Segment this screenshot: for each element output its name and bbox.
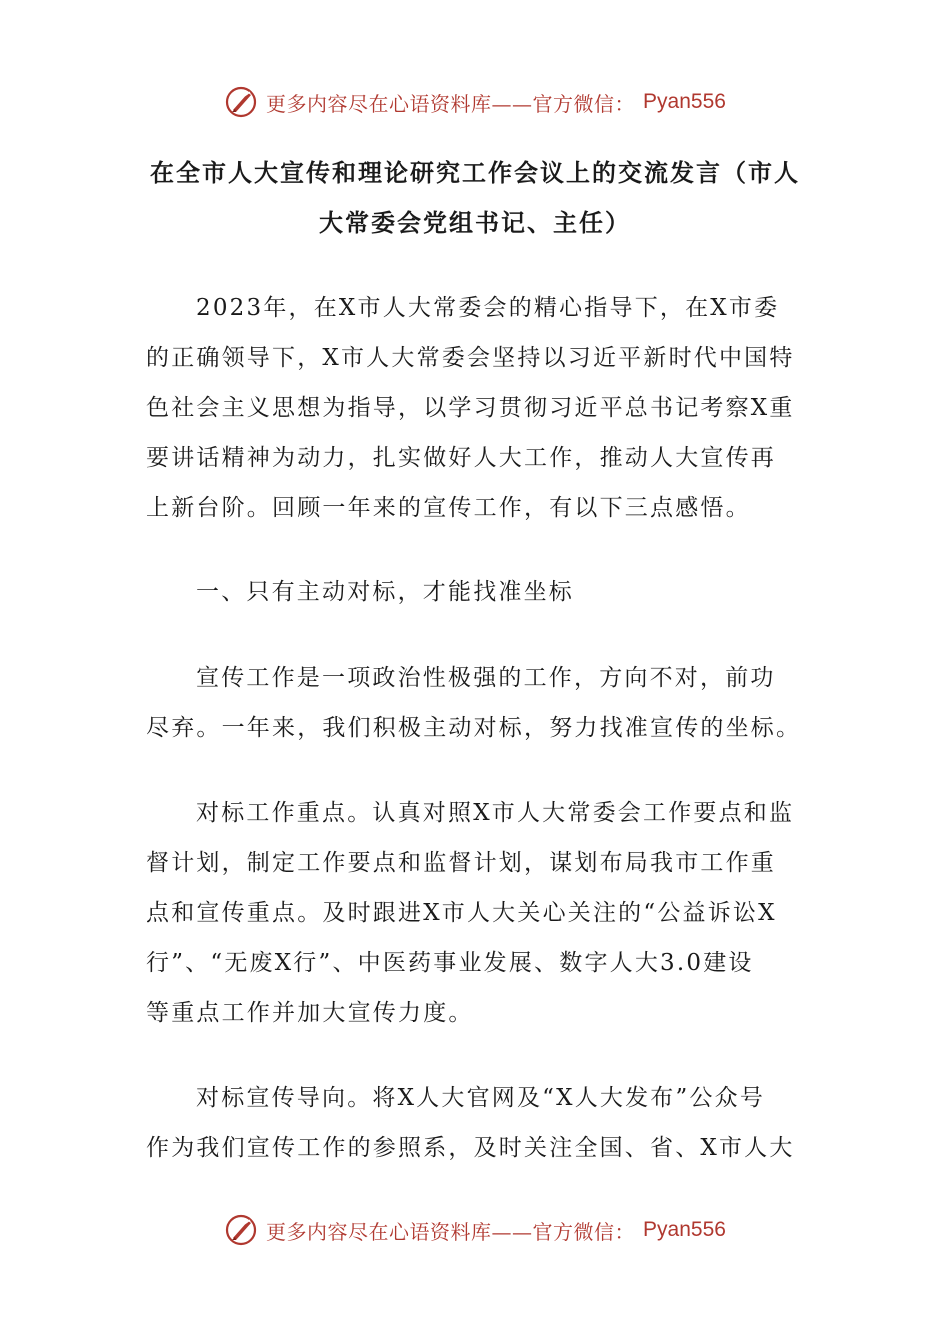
paragraph-line: 对标工作重点。认真对照X市人大常委会工作要点和监 xyxy=(196,800,795,826)
footer-watermark-text: 更多内容尽在心语资料库——官方微信： xyxy=(266,1219,636,1244)
paragraph-publicity-direction xyxy=(146,653,816,753)
paragraph-line: 要讲话精神为动力，扎实做好人大工作，推动人大宣传再 xyxy=(146,445,776,471)
footer-watermark-wechat: Pyan556 xyxy=(643,1218,726,1241)
quill-pen-logo-icon xyxy=(224,85,258,119)
paragraph-line: 督计划，制定工作要点和监督计划，谋划布局我市工作重 xyxy=(146,850,776,876)
section-heading-text: 一、只有主动对标，才能找准坐标 xyxy=(196,579,574,605)
paragraph-line: 点和宣传重点。及时跟进X市人大关心关注的“公益诉讼X xyxy=(146,900,777,926)
paragraph-line: 上新台阶。回顾一年来的宣传工作，有以下三点感悟。 xyxy=(146,495,751,521)
quill-pen-logo-icon xyxy=(224,1213,258,1247)
title-line-1: 在全市人大宣传和理论研究工作会议上的交流发言（市人 xyxy=(150,158,800,187)
paragraph-line: 等重点工作并加大宣传力度。 xyxy=(146,1000,474,1026)
header-watermark-wechat: Pyan556 xyxy=(643,90,726,113)
paragraph-publicity-orientation xyxy=(146,1073,816,1173)
paragraph-line: 对标宣传导向。将X人大官网及“X人大发布”公众号 xyxy=(196,1085,766,1111)
paragraph-line: 宣传工作是一项政治性极强的工作，方向不对，前功 xyxy=(196,665,776,691)
paragraph-line: 尽弃。一年来，我们积极主动对标，努力找准宣传的坐标。 xyxy=(146,715,802,741)
title-line-2: 大常委会党组书记、主任） xyxy=(319,208,631,237)
paragraph-line: 行”、“无废X行”、中医药事业发展、数字人大3.0建设 xyxy=(146,950,754,976)
paragraph-line: 的正确领导下，X市人大常委会坚持以习近平新时代中国特 xyxy=(146,345,795,371)
paragraph-line: 作为我们宣传工作的参照系，及时关注全国、省、X市人大 xyxy=(146,1135,795,1161)
header-watermark-text: 更多内容尽在心语资料库——官方微信： xyxy=(266,91,636,116)
paragraph-line: 色社会主义思想为指导，以学习贯彻习近平总书记考察X重 xyxy=(146,395,795,421)
document-title xyxy=(140,148,810,248)
paragraph-line: 2023年，在X市人大常委会的精心指导下，在X市委 xyxy=(196,295,780,321)
paragraph-intro xyxy=(146,283,816,533)
section-heading-1 xyxy=(146,567,816,617)
paragraph-work-focus xyxy=(146,788,816,1038)
header-watermark-banner xyxy=(0,80,950,124)
footer-watermark-banner xyxy=(0,1208,950,1252)
